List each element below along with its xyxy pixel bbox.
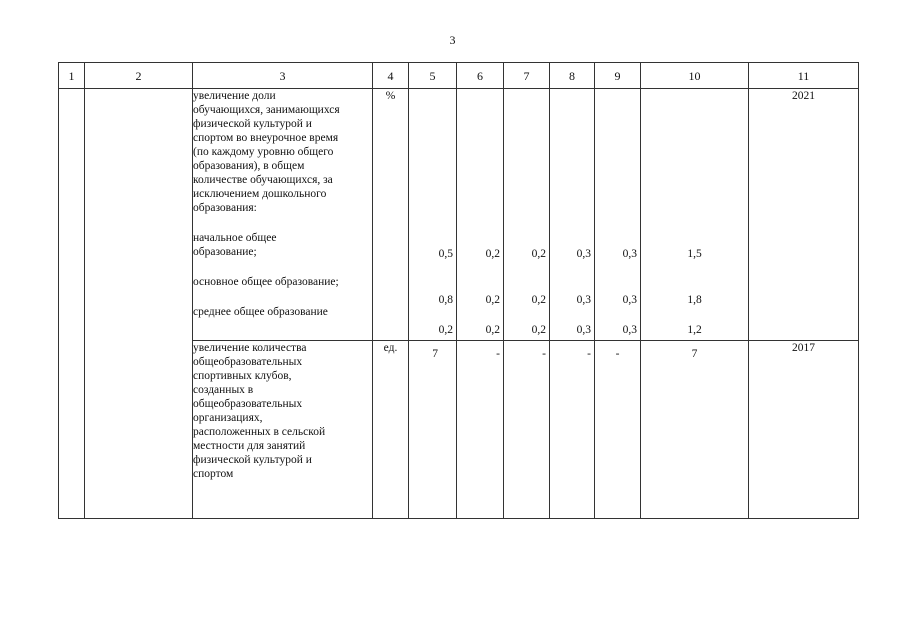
col-header-3: 3 <box>193 63 373 89</box>
value-text: 0,2 <box>531 294 546 306</box>
value-cell-10 <box>641 89 749 341</box>
value-text: 0,2 <box>485 324 500 336</box>
indicator-text-line: количестве обучающихся, за <box>193 174 333 186</box>
year-cell: 2021 <box>749 89 859 341</box>
value-text: 0,3 <box>622 294 637 306</box>
sublevel-label: образование; <box>193 246 257 258</box>
value-text: 0,2 <box>485 248 500 260</box>
column-numbers-row <box>59 63 859 89</box>
value-text: 0,3 <box>576 248 591 260</box>
value-text: - <box>542 348 546 360</box>
indicator-text-line: местности для занятий <box>193 440 306 452</box>
col-header-11: 11 <box>749 63 859 89</box>
year-cell: 2017 <box>749 341 859 519</box>
value-text: - <box>496 348 500 360</box>
value-text: - <box>587 348 591 360</box>
col-header-9: 9 <box>595 63 641 89</box>
value-cell-6 <box>457 341 504 519</box>
value-text: 0,3 <box>622 324 637 336</box>
indicator-text-line: (по каждому уровню общего <box>193 146 334 158</box>
col-header-4: 4 <box>373 63 409 89</box>
indicator-text-line: физической культурой и <box>193 454 312 466</box>
indicator-text-line: образования: <box>193 202 257 214</box>
value-text: 0,3 <box>622 248 637 260</box>
col-header-10: 10 <box>641 63 749 89</box>
value-cell-8 <box>550 89 595 341</box>
value-cell-7 <box>504 89 550 341</box>
page-number: 3 <box>449 33 456 47</box>
value-cell-9 <box>595 341 641 519</box>
col-header-2: 2 <box>85 63 193 89</box>
col-header-5: 5 <box>409 63 457 89</box>
indicator-text-line: спортивных клубов, <box>193 370 292 382</box>
value-text: 7 <box>432 348 438 360</box>
indicator-text-line: обучающихся, занимающихся <box>193 104 340 116</box>
value-text: 0,3 <box>576 294 591 306</box>
value-text: 1,8 <box>687 294 702 306</box>
value-cell-5 <box>409 341 457 519</box>
indicator-text-line: увеличение количества <box>193 342 307 354</box>
col-header-6: 6 <box>457 63 504 89</box>
indicator-text-line: физической культурой и <box>193 118 312 130</box>
indicator-text-line: общеобразовательных <box>193 398 303 410</box>
indicator-text-line: созданных в <box>193 384 254 396</box>
value-text: 0,8 <box>438 294 453 306</box>
indicator-text-line: исключением дошкольного <box>193 188 327 200</box>
sublevel-label: среднее общее образование <box>193 306 328 318</box>
indicator-text-line: спортом во внеурочное время <box>193 132 339 144</box>
indicator-cell <box>193 89 373 341</box>
indicator-text-line: организациях, <box>193 412 263 424</box>
indicator-text-line: расположенных в сельской <box>193 426 326 438</box>
value-text: 0,3 <box>576 324 591 336</box>
indicator-text-line: общеобразовательных <box>193 356 303 368</box>
sublevel-label: начальное общее <box>193 232 277 244</box>
table-row <box>59 89 859 341</box>
value-text: 0,2 <box>438 324 453 336</box>
value-cell-8 <box>550 341 595 519</box>
unit-cell: ед. <box>373 341 409 519</box>
indicator-cell <box>193 341 373 519</box>
value-cell-9 <box>595 89 641 341</box>
indicator-text-line: образования), в общем <box>193 160 305 172</box>
col-header-8: 8 <box>550 63 595 89</box>
indicator-text-line: увеличение доли <box>193 90 276 102</box>
value-text: 7 <box>691 348 698 360</box>
value-text: 1,5 <box>687 248 702 260</box>
col-header-1: 1 <box>59 63 85 89</box>
col1-cell <box>59 89 85 519</box>
unit-cell: % <box>373 89 409 341</box>
value-cell-10 <box>641 341 749 519</box>
value-text: 0,2 <box>485 294 500 306</box>
col2-cell <box>85 89 193 519</box>
value-text: - <box>615 348 620 360</box>
value-text: 0,2 <box>531 248 546 260</box>
value-text: 1,2 <box>687 324 702 336</box>
indicators-table <box>58 62 859 519</box>
value-text: 0,5 <box>438 248 453 260</box>
value-text: 0,2 <box>531 324 546 336</box>
sublevel-label: основное общее образование; <box>193 276 339 288</box>
indicator-text-line: спортом <box>193 468 234 480</box>
value-cell-6 <box>457 89 504 341</box>
value-cell-5 <box>409 89 457 341</box>
col-header-7: 7 <box>504 63 550 89</box>
value-cell-7 <box>504 341 550 519</box>
